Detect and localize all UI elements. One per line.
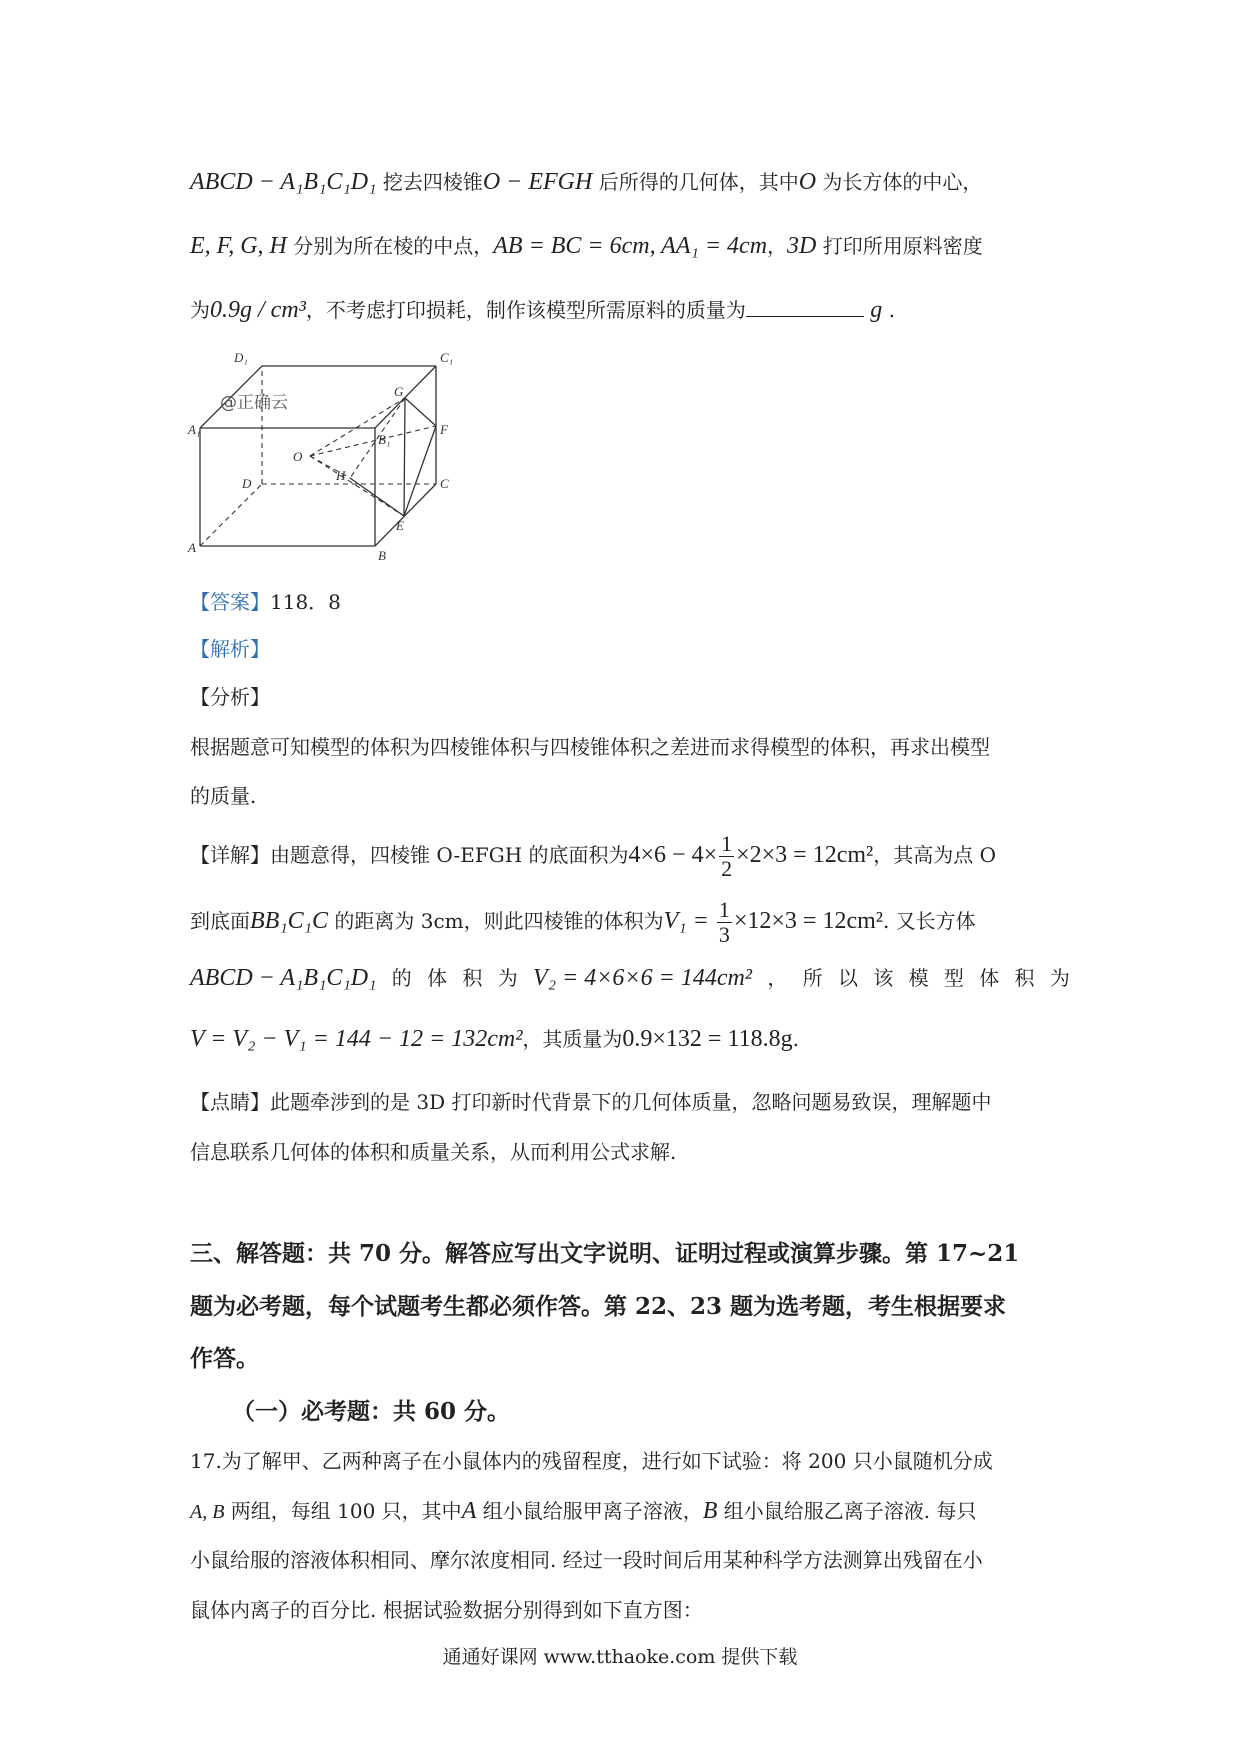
text: 为 (190, 298, 210, 322)
detail-line3 (190, 964, 1070, 992)
segment-g-f (405, 398, 436, 426)
answer-line (190, 588, 341, 616)
frac-num: 1 (721, 831, 733, 856)
segment-o-f (310, 426, 436, 456)
math-expr: ABCD − A₁B₁C₁D₁ (190, 965, 377, 991)
word: 型 (943, 966, 964, 990)
math-expr: E, F, G, H (190, 233, 287, 259)
label-c: C (440, 476, 449, 491)
text: ，其质量为 (522, 1027, 623, 1051)
word: 模 (908, 966, 929, 990)
text: ，其高为点 O (873, 843, 996, 867)
section-heading: 作答。 (190, 1345, 259, 1372)
word: 以 (837, 966, 858, 990)
word: 的 (391, 966, 412, 990)
label-a: A (188, 540, 196, 555)
word: ， (767, 966, 788, 990)
text: 的质量. (190, 784, 257, 808)
math-expr: ×12×3 = 12cm² (733, 908, 883, 934)
section3-sub (232, 1398, 510, 1426)
math-expr: 4×6 − 4× (628, 842, 718, 868)
segment-f-e (404, 426, 436, 516)
segment-g-e (404, 398, 405, 516)
label-f: F (440, 422, 448, 437)
math-expr: 0.9×132 = 118.8g (622, 1026, 793, 1052)
detail-tag: 【详解】 (190, 843, 270, 867)
section3-line2 (190, 1293, 1006, 1321)
label-a1: A₁ (188, 422, 201, 437)
label-d1: D₁ (234, 350, 248, 365)
detail-line1 (190, 832, 996, 881)
answer-tag: 【答案】 (190, 590, 270, 614)
edge-b1-c1 (375, 366, 436, 428)
text: ，不考虑打印损耗，制作该模型所需原料的质量为 (305, 298, 746, 322)
text: . 又长方体 (882, 909, 976, 933)
word: 为 (1049, 966, 1070, 990)
text: 17.为了解甲、乙两种离子在小鼠体内的残留程度，进行如下试验：将 200 只小鼠随机分成 (190, 1449, 993, 1473)
answer-value: 118．8 (270, 590, 341, 614)
label-g: G (394, 384, 404, 399)
text: 小鼠给服的溶液体积相同、摩尔浓度相同. 经过一段时间后用某种科学方法测算出残留在小 (190, 1548, 983, 1572)
fenxi-tag-line (190, 683, 270, 711)
fenxi-line2 (190, 782, 256, 810)
problem17-line3 (190, 1546, 983, 1574)
frac-den: 3 (718, 922, 730, 947)
text: 信息联系几何体的体积和质量关系，从而利用公式求解. (190, 1140, 677, 1164)
problem17-line1 (190, 1447, 993, 1475)
text: 为长方体的中心， (816, 170, 983, 194)
fenxi-tag: 【分析】 (190, 685, 270, 709)
watermark: @正确云 (220, 393, 288, 413)
math-expr: 3D (787, 233, 817, 259)
math-expr: O (798, 169, 817, 195)
problem16-line2 (190, 232, 983, 260)
label-o: O (293, 449, 303, 464)
problem17-line2 (190, 1497, 976, 1526)
segment-o-g (310, 398, 405, 456)
label-b1: B₁ (378, 432, 391, 447)
segment-o-e (310, 456, 404, 516)
analysis-tag-line (190, 635, 270, 663)
label-d: D (242, 476, 252, 491)
math-expr: g (870, 297, 883, 323)
label-b: B (378, 548, 386, 563)
cuboid-figure (190, 348, 470, 570)
problem16-line3 (190, 296, 895, 324)
subsection-heading: （一）必考题：共 60 分。 (232, 1398, 511, 1425)
text: . (792, 1027, 799, 1051)
word: 为 (497, 966, 518, 990)
dianjing-line2 (190, 1138, 676, 1166)
dianjing-line1 (190, 1088, 991, 1116)
section3-line3 (190, 1345, 259, 1373)
text: 的距离为 3cm，则此四棱锥的体积为 (328, 909, 664, 933)
text: 两组，每组 100 只，其中 (224, 1499, 462, 1523)
word: 体 (979, 966, 1000, 990)
text: 到底面 (190, 909, 250, 933)
math-expr: V = V₂ − V₁ = 144 − 12 = 132cm² (190, 1026, 523, 1052)
text: 组小鼠给服乙离子溶液. 每只 (717, 1499, 977, 1523)
math-expr: BB₁C₁C (250, 908, 329, 934)
text: 此题牵涉到的是 3D 打印新时代背景下的几何体质量，忽略问题易致误，理解题中 (270, 1090, 992, 1114)
word: 该 (873, 966, 894, 990)
frac-den: 2 (721, 856, 733, 881)
text: ， (767, 234, 788, 258)
text: 鼠体内离子的百分比. 根据试验数据分别得到如下直方图： (190, 1598, 703, 1622)
math-expr: O − EFGH (482, 169, 593, 195)
dianjing-tag: 【点睛】 (190, 1090, 270, 1114)
math-expr: B (702, 1498, 718, 1524)
text: 根据题意可知模型的体积为四棱锥体积与四棱锥体积之差进而求得模型的体积，再求出模型 (190, 735, 990, 759)
word: 积 (1014, 966, 1035, 990)
problem17-line4 (190, 1596, 703, 1624)
math-expr: V₂ = 4×6×6 = 144cm² (533, 965, 752, 991)
page-footer: 通通好课网 www.tthaoke.com 提供下载 (442, 1646, 798, 1668)
math-expr: AB = BC = 6cm, AA₁ = 4cm (493, 233, 768, 259)
math-expr: A (461, 1498, 477, 1524)
fraction-one-half (719, 832, 734, 881)
label-e: E (396, 518, 404, 533)
detail-line4 (190, 1025, 799, 1053)
word: 体 (427, 966, 448, 990)
text: 分别为所在棱的中点， (286, 234, 494, 258)
label-c1: C₁ (440, 350, 454, 365)
edge-a-d (200, 484, 262, 546)
text: 由题意得，四棱锥 O-EFGH 的底面积为 (270, 843, 629, 867)
word: 所 (802, 966, 823, 990)
fraction-one-third (717, 898, 732, 947)
math-expr: A, B (190, 1501, 225, 1523)
problem16-line1 (190, 168, 982, 196)
detail-line2 (190, 898, 976, 947)
answer-blank (746, 296, 864, 317)
text: 组小鼠给服甲离子溶液， (476, 1499, 703, 1523)
analysis-tag: 【解析】 (190, 637, 270, 661)
math-expr: ×2×3 = 12cm² (736, 842, 874, 868)
section-heading: 题为必考题，每个试题考生都必须作答。第 22、23 题为选考题，考生根据要求 (190, 1293, 1007, 1320)
word: 积 (462, 966, 483, 990)
fenxi-line1 (190, 733, 990, 761)
text: 后所得的几何体，其中 (592, 170, 799, 194)
section-heading: 三、解答题：共 70 分。解答应写出文字说明、证明过程或演算步骤。第 17~21 (190, 1240, 1020, 1267)
math-expr: ABCD − A₁B₁C₁D₁ (190, 169, 377, 195)
math-expr: V₁ = (663, 908, 715, 934)
frac-num: 1 (718, 897, 730, 922)
math-expr: 0.9g / cm³ (210, 297, 306, 323)
text: 挖去四棱锥 (376, 170, 483, 194)
section3-line1 (190, 1240, 1019, 1268)
edge-b-c (375, 484, 436, 546)
text: 打印所用原料密度 (816, 234, 983, 258)
label-h: H (336, 468, 346, 483)
text: . (888, 298, 895, 322)
segment-h-e (350, 478, 404, 516)
